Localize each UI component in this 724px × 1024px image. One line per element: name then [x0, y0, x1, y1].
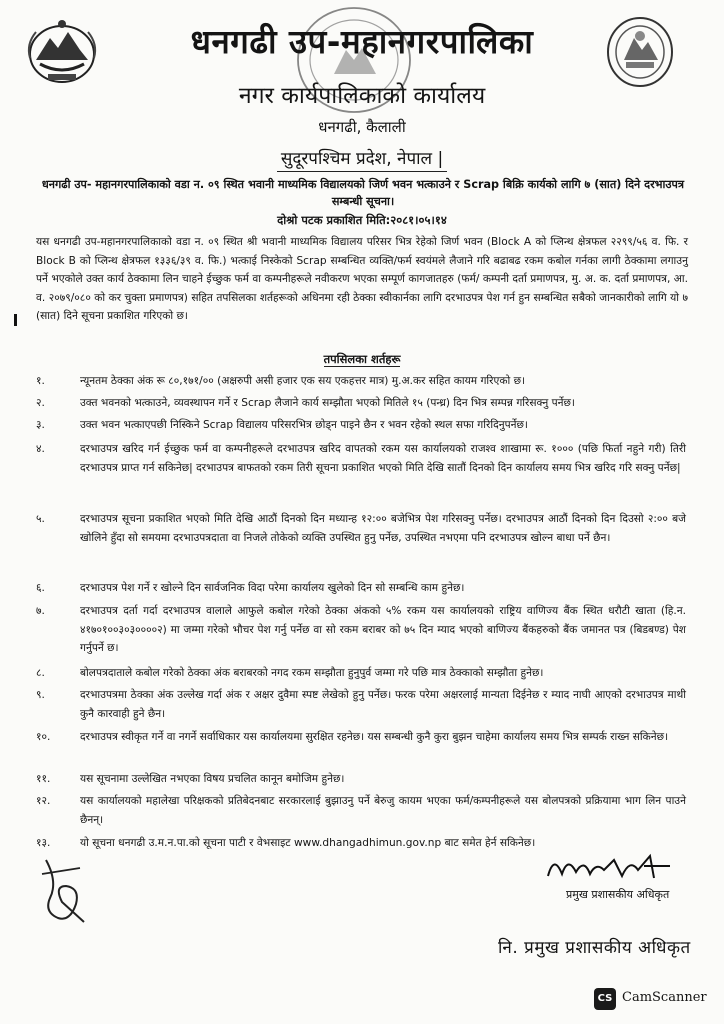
- term-text: दरभाउपत्र सूचना प्रकाशित भएको मिति देखि आठौं दिनको दिन मध्यान्ह १२:०० बजेभित्र पेश गरिसक्नु पर्नेछ। दरभाउपत्र आठौं दिनको दिन दिउसो २:०० बजे खोलिने हुँदा सो समयमा दरभाउपत्रदाता वा निजले तोकेको व्यक्ति उपस्थित हुनु पर्नेछ, उपस्थित नभएमा पनि दरभाउपत्र खोल्न बाधा पर्ने छैन।: [80, 513, 686, 544]
- officer-signature: [540, 848, 676, 886]
- office-province: [0, 146, 724, 169]
- term-text: दरभाउपत्र स्वीकृत गर्ने वा नगर्ने सर्वाधिकार यस कार्यालयमा सुरक्षित रहनेछ। यस सम्बन्धी कुनै कुरा बुझन चाहेमा कार्यालय समय भित्र सम्पर्क राख्न सकिनेछ।: [80, 731, 669, 743]
- term-number: ७.: [36, 605, 45, 617]
- term-text: यस कार्यालयको महालेखा परिक्षकको प्रतिबेदनबाट सरकारलाई बुझाउनु पर्ने बेरुजु कायम भएका फर्म/कम्पनीहरूले यस बोलपत्रको प्रक्रियामा भाग लिन पाउने छैनन्।: [80, 795, 686, 826]
- term-number: ५.: [36, 513, 45, 525]
- term-text: दरभाउपत्र पेश गर्ने र खोल्ने दिन सार्वजनिक विदा परेमा कार्यालय खुलेको दिन सो सम्बन्धि काम हुनेछ।: [80, 582, 465, 594]
- term-text: दरभाउपत्र दर्ता गर्दा दरभाउपत्र वालाले आफुले कबोल गरेको ठेक्का अंकको ५% रकम यस कार्यालयको राष्ट्रिय वाणिज्य बैंक स्थित धरौटी खाता (हि.न. ४१७०१००३०३००००२) मा जम्मा गरेको भौचर पेश गर्नु पर्नेछ वा सो रकम बराबर को ७५ दिन म्याद भएको बाणिज्य बैंकहरुको बैंक जमानत पत्र (बिडबण्ड) पेश गर्नुपर्ने छ।: [80, 605, 686, 654]
- term-text: यो सूचना धनगढी उ.म.न.पा.को सूचना पाटी र वेभसाइट www.dhangadhimun.gov.np बाट समेत हेर्न सकिनेछ।: [80, 837, 536, 849]
- term-text: दरभाउपत्र खरिद गर्न ईच्छुक फर्म वा कम्पनीहरूले दरभाउपत्र खरिद वापतको रकम यस कार्यालयको राजश्व शाखामा रू. १००० (पछि फिर्ता नहुने गरी) तिरी दरभाउपत्र प्राप्त गर्न सकिनेछ| दरभाउपत्र बाफतको रकम तिरी सूचना प्रकाशित भएको मिति देखि सातौं दिनको दिन कार्यालय समय भित्र खरिद गरि सक्नु पर्नेछ|: [80, 443, 686, 474]
- term-text: यस सूचनामा उल्लेखित नभएका विषय प्रचलित कानून बमोजिम हुनेछ।: [80, 773, 345, 785]
- term-number: ९.: [36, 689, 45, 701]
- term-text: दरभाउपत्रमा ठेक्का अंक उल्लेख गर्दा अंक र अक्षर दुवैमा स्पष्ट लेखेको हुनु पर्नेछ। फरक परेमा अक्षरलाई मान्यता दिईनेछ र म्याद नाघी आएको दरभाउपत्र माथी कुनै कारवाही हुने छैन।: [80, 689, 686, 720]
- province-text: सुदूरपश्चिम प्रदेश, नेपाल |: [277, 149, 447, 172]
- margin-mark: [14, 314, 17, 326]
- left-signature: [36, 852, 98, 928]
- notice-body: यस धनगढी उप-महानगरपालिकाको वडा न. ०९ स्थित श्री भवानी माध्यमिक विद्यालय परिसर भित्र रेहेको जिर्ण भवन (Block A को प्लिन्थ क्षेत्रफल २२९९/५६ व. फि. र Block B को प्लिन्थ क्षेत्रफल १३३६/३९ व. फि.) भत्काई निस्केको Scrap सम्बन्धित व्यक्ति/फर्म स्वयंमले लैजाने गरि बढाबढ रकम कबोल गर्नका लागी ठेक्कामा लगाउनु पर्ने भएकोले उक्त कार्य ठेक्कामा लिन चाहने ईच्छुक फर्म वा कम्पनीहरूले नवीकरण भएका सम्पूर्ण कागजातहरु (फर्म/ कम्पनी दर्ता प्रमाणपत्र, मु. अ. क. दर्ता प्रमाणपत्र, आ. व. २०७९/०८० को कर चुक्ता प्रमाणपत्र) सहित तपसिलका शर्तहरूको अधिनमा रही ठेक्का स्वीकार्नका लागि दरभाउपत्र पेश गर्न हुन सम्बन्धित सबैको जानकारीको लागि यो ७ (सात) दिने सूचना प्रकाशित गरिएको छ।: [36, 236, 688, 322]
- signer-title: प्रमुख प्रशासकीय अधिकृत: [566, 888, 670, 901]
- term-number: ६.: [36, 582, 45, 594]
- term-number: १.: [36, 375, 45, 387]
- term-text: बोलपत्रदाताले कबोल गरेको ठेक्का अंक बराबरको नगद रकम सम्झौता हुनुपुर्व जम्मा गरे पछि मात्र ठेक्काको सम्झौता हुनेछ।: [80, 667, 544, 679]
- term-number: १०.: [36, 731, 51, 743]
- terms-heading: [0, 352, 724, 367]
- office-name: नगर कार्यपालिकाको कार्यालय: [238, 83, 486, 109]
- term-number: ४.: [36, 443, 45, 455]
- office-city: धनगढी, कैलाली: [318, 118, 406, 136]
- handwritten-officer-title: नि. प्रमुख प्रशासकीय अधिकृत: [498, 938, 691, 958]
- term-number: १३.: [36, 837, 51, 849]
- publish-date: दोश्रो पटक प्रकाशित मिति:२०८१।०५।१४: [277, 213, 447, 227]
- term-number: १२.: [36, 795, 51, 807]
- notice-headline: धनगढी उप- महानगरपालिकाको वडा न. ०९ स्थित भवानी माध्यमिक विद्यालयको जिर्ण भवन भत्काउने र Scrap बिक्रि कार्यको लागि ७ (सात) दिने दरभाउपत्र सम्बन्धी सूचना।: [41, 178, 685, 208]
- term-text: उक्त भवनको भत्काउने, व्यवस्थापन गर्ने र Scrap लैजाने कार्य सम्झौता भएको मितिले १५ (पन्ध्र) दिन भित्र सम्पन्न गरिसक्नु पर्नेछ।: [80, 397, 575, 409]
- camscanner-logo-icon: CS: [594, 988, 616, 1010]
- term-text: न्यूनतम ठेक्का अंक रू ८०,१७१/०० (अक्षरुपी असी हजार एक सय एकहत्तर मात्र) मु.अ.कर सहित कायम गरिएको छ।: [80, 375, 526, 387]
- term-number: ८.: [36, 667, 45, 679]
- term-number: ३.: [36, 419, 45, 431]
- term-text: उक्त भवन भत्काएपछी निस्किने Scrap विद्यालय परिसरभित्र छोड्न पाइने छैन र भवन रहेको स्थल सफा गरिदिनुपर्नेछ।: [80, 419, 528, 431]
- term-number: ११.: [36, 773, 51, 785]
- municipality-title: धनगढी उप-महानगरपालिका: [190, 22, 534, 61]
- camscanner-label: CamScanner: [622, 990, 707, 1005]
- term-number: २.: [36, 397, 45, 409]
- terms-heading-text: तपसिलका शर्तहरू: [323, 352, 401, 366]
